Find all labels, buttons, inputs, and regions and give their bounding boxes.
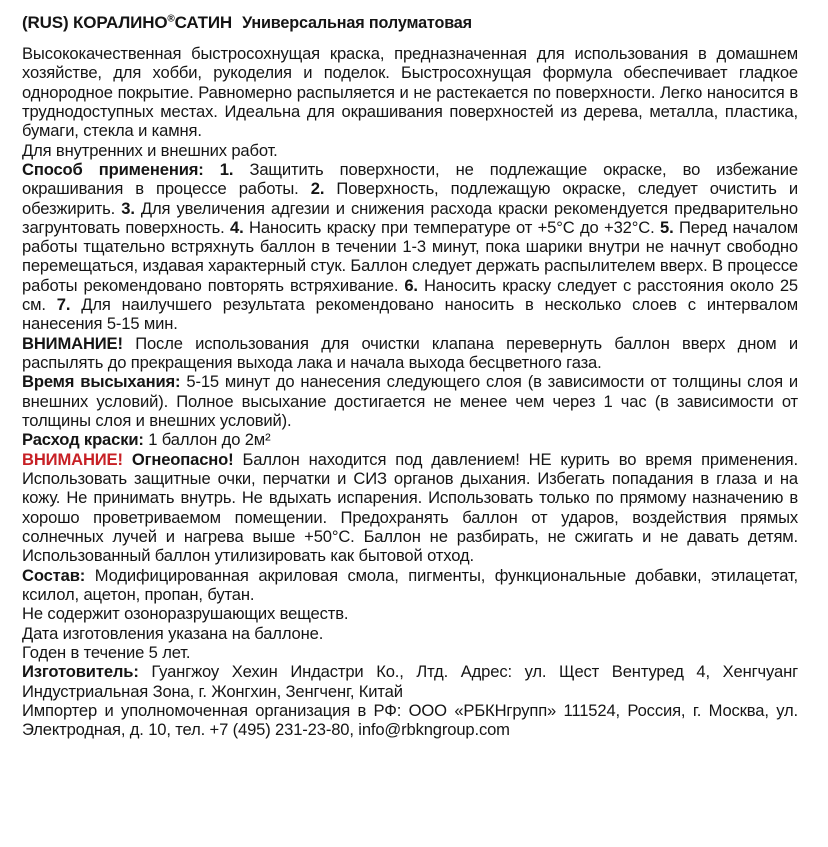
consumption-text: 1 баллон до 2м² [148, 430, 271, 450]
valve-warning-paragraph [22, 334, 798, 373]
fire-warning-label: ВНИМАНИЕ! [22, 449, 123, 469]
intro-text: Высококачественная быстросохнущая краска, предназначенная для использования в домашнем хозяйстве, для хобби, рукоделия и поделок. Быстросохнущая формула обеспечивает гладкое однородное покрытие. Равномерно распыляется и не растекается по поверхности. Легко наносится в труднодоступных местах. Идеальна для окрашивания поверхностей из дерева, металла, пластика, бумаги, стекла и камня. [22, 43, 798, 141]
intro-paragraph [22, 44, 798, 141]
manufacturer-label: Изготовитель: [22, 662, 139, 682]
importer-paragraph [22, 701, 798, 740]
manufacturer-text: Гуангжоу Хехин Индастри Ко., Лтд. Адрес: ул. Щест Вентуред 4, Хенгчуанг Индустриальная Зона, г. Жонгхин, Зенгченг, Китай [22, 662, 798, 701]
importer-text: Импортер и уполномоченная организация в РФ: ООО «РБКНгрупп» 111524, Россия, г. Москва, ул. Электродная, д. 10, тел. +7 (495) 231-23-80, info@rbkngroup.com [22, 701, 798, 740]
usage-step-number: 5. [659, 217, 674, 237]
usage-step-number: 6. [404, 275, 418, 295]
usage-step-text: Для увеличения адгезии и снижения расхода краски рекомендуется предварительно загрунтовать поверхность. [22, 198, 798, 237]
usage-step-text: Наносить краску следует с расстояния около 25 см. [22, 275, 798, 315]
drying-time-text: 5-15 минут до нанесения следующего слоя (в зависимости от толщины слоя и внешних условий). Полное высыхание достигается не менее чем через 1 час (в зависимости от толщины слоя и внешних условий). [22, 372, 798, 431]
manufacture-date-line: Дата изготовления указана на баллоне. [22, 623, 324, 643]
drying-time-paragraph [22, 372, 798, 430]
usage-step-text: Перед началом работы тщательно встряхнуть баллон в течении 1-3 минут, пока шарики внутри не начнут свободно перемещаться, издавая характерный стук. Баллон следует держать распылителем вверх. В процессе работы рекомендовано повторять встряхивание. [22, 217, 798, 295]
usage-label: Способ применения: [22, 159, 204, 179]
composition-label: Состав: [22, 565, 86, 585]
registered-trademark-symbol: ® [167, 13, 175, 25]
usage-step-number: 1. [219, 159, 234, 179]
usage-step-text: Для наилучшего результата рекомендовано наносить в несколько слоев с интервалом нанесения 5-15 мин. [22, 295, 798, 334]
flammable-label: Огнеопасно! [131, 449, 234, 469]
usage-instructions-paragraph [22, 160, 798, 334]
usage-step-text: Поверхность, подлежащую окраске, следует очистить и обезжирить. [22, 179, 798, 218]
manufacturer-paragraph [22, 662, 798, 701]
usage-step-number: 7. [56, 295, 71, 315]
consumption-label: Расход краски: [22, 430, 144, 450]
drying-time-label: Время высыхания: [22, 372, 181, 392]
usage-step-text: Защитить поверхности, не подлежащие окраске, во избежание окрашивания в процессе работы. [22, 159, 798, 199]
valve-warning-text: После использования для очистки клапана перевернуть баллон вверх дном и распылять до прекращения выхода лака и начала выхода бесцветного газа. [22, 333, 798, 373]
consumption-paragraph [22, 430, 798, 449]
product-line-name: САТИН [174, 13, 233, 32]
usage-step-text: Наносить краску при температуре от +5°С до +32°С. [249, 217, 655, 237]
valve-warning-label: ВНИМАНИЕ! [22, 333, 123, 353]
fire-warning-text: Баллон находится под давлением! НЕ курить во время применения. Использовать защитные очки, перчатки и СИЗ органов дыхания. Избегать попадания в глаза и на кожу. Не принимать внутрь. Не вдыхать испарения. Использовать только по прямому назначению в хорошо проветриваемом помещении. Предохранять баллон от ударов, воздействия прямых солнечных лучей и нагрева выше +50°С. Баллон не разбирать, не сжигать и не давать детям. Использованный баллон утилизировать как бытовой отход. [22, 449, 798, 566]
fire-warning-paragraph [22, 450, 798, 566]
brand-name: (RUS) КОРАЛИНО [22, 13, 168, 32]
ozone-statement-line: Не содержит озоноразрушающих веществ. [22, 604, 349, 624]
usage-step-number: 3. [121, 198, 135, 218]
composition-text: Модифицированная акриловая смола, пигменты, функциональные добавки, этилацетат, ксилол, ацетон, пропан, бутан. [22, 565, 798, 605]
product-subtitle: Универсальная полуматовая [242, 14, 472, 32]
usage-step-number: 4. [230, 217, 244, 237]
composition-paragraph [22, 566, 798, 605]
intro-usage-scope-line: Для внутренних и внешних работ. [22, 140, 278, 160]
usage-step-number: 2. [310, 179, 325, 199]
shelf-life-line: Годен в течение 5 лет. [22, 643, 191, 663]
page-title [22, 13, 798, 33]
